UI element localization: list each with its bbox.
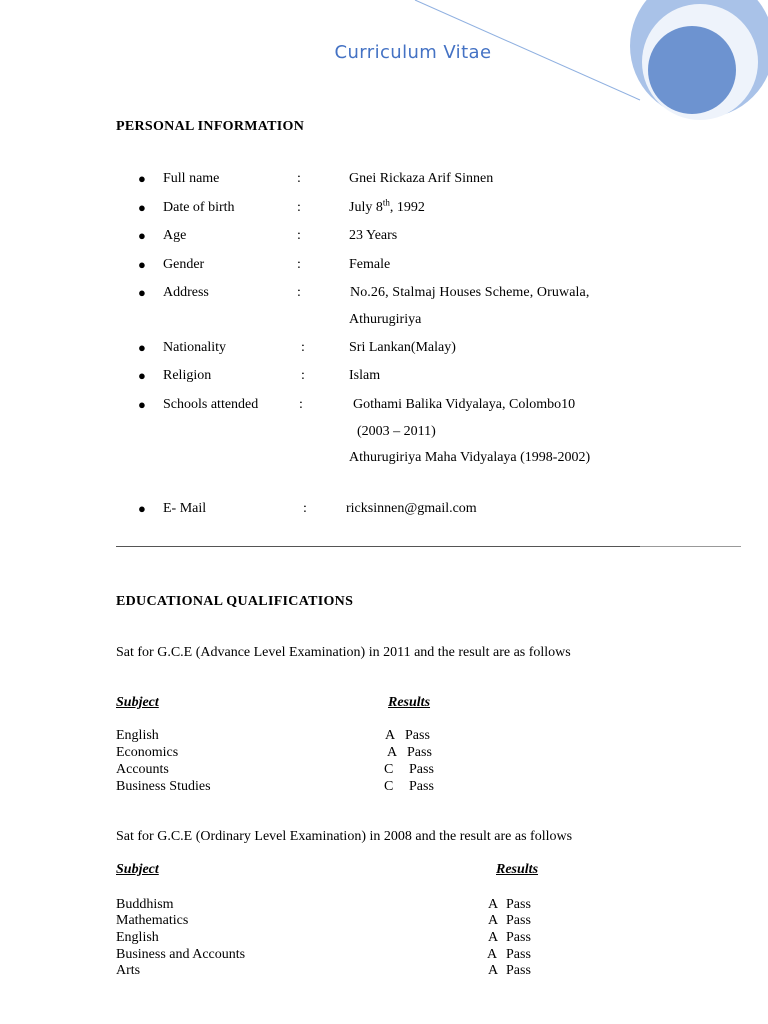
al-subject: Accounts	[116, 762, 169, 777]
bullet-icon: ●	[138, 340, 146, 355]
label-dob: Date of birth	[163, 200, 235, 215]
al-subject: Business Studies	[116, 779, 211, 794]
value-nationality: Sri Lankan(Malay)	[349, 340, 456, 355]
ol-result: Pass	[506, 947, 531, 962]
colon: :	[297, 171, 301, 186]
value-age: 23 Years	[349, 228, 398, 243]
value-gender: Female	[349, 257, 391, 272]
bullet-icon: ●	[138, 285, 146, 300]
page-title: Curriculum Vitae	[334, 42, 492, 63]
ol-grade: A	[488, 897, 499, 912]
bullet-icon: ●	[138, 228, 146, 243]
value-school-1-years: (2003 – 2011)	[357, 424, 436, 439]
ol-subject: Business and Accounts	[116, 947, 246, 962]
ol-subject: English	[116, 930, 159, 945]
ol-grade: A	[487, 947, 498, 962]
value-religion: Islam	[349, 368, 381, 383]
ol-subject: Buddhism	[116, 897, 174, 912]
al-grade: C	[384, 779, 394, 794]
ol-subject: Arts	[116, 963, 141, 978]
al-grade: A	[387, 745, 398, 760]
value-school-2: Athurugiriya Maha Vidyalaya (1998-2002)	[349, 450, 591, 465]
label-age: Age	[163, 228, 187, 243]
colon: :	[299, 397, 303, 412]
ol-intro: Sat for G.C.E (Ordinary Level Examination) in 2008 and the result are as follows	[116, 829, 573, 844]
bullet-icon: ●	[138, 200, 146, 215]
al-subject-header: Subject	[116, 695, 159, 710]
ol-result: Pass	[506, 930, 531, 945]
al-grade: C	[384, 762, 394, 777]
personal-info-heading: PERSONAL INFORMATION	[116, 119, 305, 134]
section-divider	[116, 546, 640, 547]
label-full-name: Full name	[163, 171, 220, 186]
bullet-icon: ●	[138, 501, 146, 516]
al-results-header: Results	[388, 695, 431, 710]
ol-subject: Mathematics	[116, 913, 189, 928]
al-subject: English	[116, 728, 159, 743]
ol-result: Pass	[506, 963, 531, 978]
label-email: E- Mail	[163, 501, 207, 516]
colon: :	[301, 368, 305, 383]
ol-grade: A	[488, 913, 499, 928]
colon: :	[297, 200, 301, 215]
label-religion: Religion	[163, 368, 212, 383]
section-divider-end	[640, 546, 741, 547]
label-gender: Gender	[163, 257, 205, 272]
value-address-line2: Athurugiriya	[349, 312, 422, 327]
al-grade: A	[385, 728, 396, 743]
ol-grade: A	[488, 930, 499, 945]
al-result: Pass	[405, 728, 430, 743]
ol-result: Pass	[506, 913, 531, 928]
colon: :	[301, 340, 305, 355]
value-address-line1: No.26, Stalmaj Houses Scheme, Oruwala,	[350, 285, 590, 300]
decor-circle-inner	[648, 26, 736, 114]
al-intro: Sat for G.C.E (Advance Level Examination) in 2011 and the result are as follows	[116, 645, 571, 660]
colon: :	[297, 257, 301, 272]
ol-subject-header: Subject	[116, 862, 159, 877]
value-school-1: Gothami Balika Vidyalaya, Colombo10	[353, 397, 576, 412]
al-result: Pass	[407, 745, 432, 760]
bullet-icon: ●	[138, 368, 146, 383]
colon: :	[297, 228, 301, 243]
label-schools: Schools attended	[163, 397, 259, 412]
label-address: Address	[163, 285, 209, 300]
value-dob: July 8th, 1992	[349, 197, 425, 215]
ol-grade: A	[488, 963, 499, 978]
value-full-name: Gnei Rickaza Arif Sinnen	[349, 171, 494, 186]
bullet-icon: ●	[138, 397, 146, 412]
al-result: Pass	[409, 779, 434, 794]
bullet-icon: ●	[138, 257, 146, 272]
education-heading: EDUCATIONAL QUALIFICATIONS	[116, 594, 354, 609]
value-email: ricksinnen@gmail.com	[346, 501, 477, 516]
colon: :	[303, 501, 307, 516]
bullet-icon: ●	[138, 171, 146, 186]
ol-result: Pass	[506, 897, 531, 912]
label-nationality: Nationality	[163, 340, 226, 355]
al-subject: Economics	[116, 745, 179, 760]
al-result: Pass	[409, 762, 434, 777]
colon: :	[297, 285, 301, 300]
ol-results-header: Results	[496, 862, 539, 877]
